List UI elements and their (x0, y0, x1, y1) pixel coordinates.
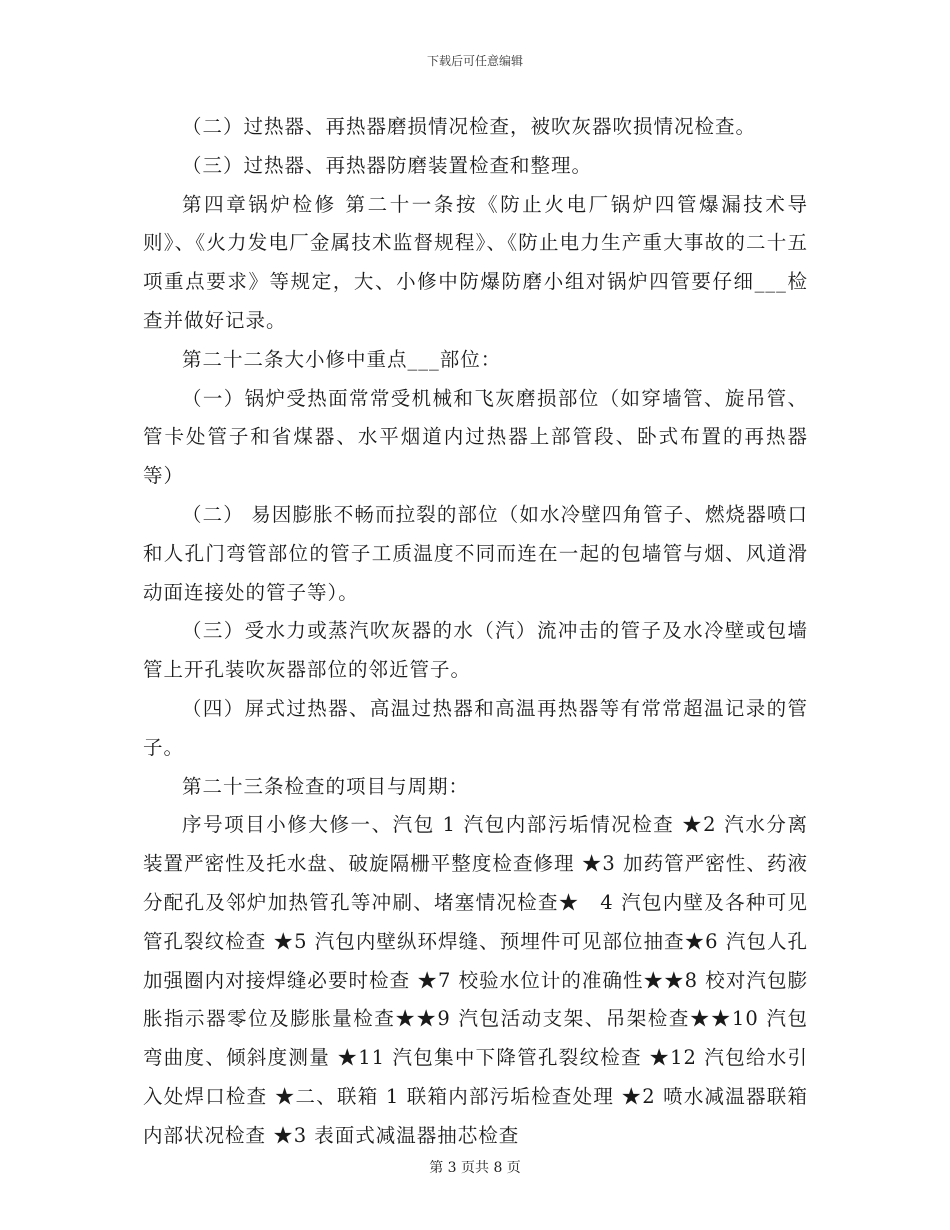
paragraph: （二） 易因膨胀不畅而拉裂的部位（如水冷壁四角管子、燃烧器喷口和人孔门弯管部位的管子工质温度不同而连在一起的包墙管与烟、风道滑动面连接处的管子等）。 (143, 502, 808, 604)
page-header: 下载后可任意编辑 (426, 54, 523, 68)
paragraph: （一）锅炉受热面常常受机械和飞灰磨损部位（如穿墙管、旋吊管、管卡处管子和省煤器、水平烟道内过热器上部管段、卧式布置的再热器等） (143, 386, 808, 488)
paragraph: 序号项目小修大修一、汽包 1 汽包内部污垢情况检查 ★2 汽水分离装置严密性及托水盘、破旋隔栅平整度检查修理 ★3 加药管严密性、药液分配孔及邻炉加热管孔等冲刷、堵塞情况检查★ 4 汽包内壁及各种可见管孔裂纹检查 ★5 汽包内壁纵环焊缝、预埋件可见部位抽查★6 汽包人孔加强圈内对接焊缝必要时检查 ★7 校验水位计的准确性★★8 校对汽包膨胀指示器零位及膨胀量检查★★9 汽包活动支架、吊架检查★★10 汽包弯曲度、倾斜度测量 ★11 汽包集中下降管孔裂纹检查 ★12 汽包给水引入处焊口检查 ★二、联箱 1 联箱内部污垢检查处理 ★2 喷水减温器联箱内部状况检查 ★3 表面式减温器抽芯检查 (143, 813, 808, 1147)
paragraph: 第四章锅炉检修 第二十一条按《防止火电厂锅炉四管爆漏技术导则》、《火力发电厂金属技术监督规程》、《防止电力生产重大事故的二十五项重点要求》等规定，大、小修中防爆防磨小组对锅炉四管要仔细___检查并做好记录。 (143, 192, 808, 332)
paragraph: （二）过热器、再热器磨损情况检查，被吹灰器吹损情况检查。 (182, 115, 757, 138)
paragraph: （三）过热器、再热器防磨装置检查和整理。 (182, 153, 593, 177)
paragraph: （四）屏式过热器、高温过热器和高温再热器等有常常超温记录的管子。 (143, 696, 808, 759)
paragraph: 第二十三条检查的项目与周期： (182, 774, 470, 798)
paragraph: 第二十二条大小修中重点___部位： (182, 347, 502, 371)
document-body (143, 108, 808, 1156)
page-footer: 第 3 页共 8 页 (429, 1160, 521, 1176)
paragraph: （三）受水力或蒸汽吹灰器的水（汽）流冲击的管子及水冷壁或包墙管上开孔装吹灰器部位的邻近管子。 (143, 619, 808, 682)
